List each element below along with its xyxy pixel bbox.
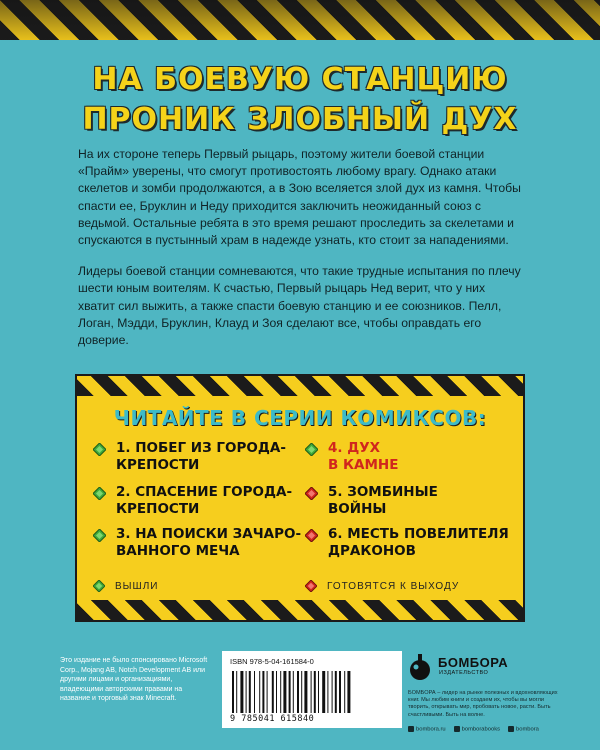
green-gem-icon	[93, 529, 106, 542]
legend-upcoming	[305, 580, 459, 592]
headline-line-1: НА БОЕВУЮ СТАНЦИЮ	[92, 62, 508, 97]
legend-released-label: ВЫШЛИ	[115, 580, 159, 592]
book-item-6	[305, 526, 509, 560]
blurb-paragraph-1: На их стороне теперь Первый рыцарь, поэтому жители боевой станции «Прайм» уверены, что смогут противостоять любому врагу. Однако атаки скелетов и зомби продолжаются, а в Зою вселяется злой дух из камня. Чтобы спасти ее, Бруклин и Неду приходится заключить неожиданный союз с ведьмой. Остальные ребята в это время решают проследить за скелетами и спускаются в пустынный храм в надежде узнать, кто стоит за нападениями.	[78, 147, 521, 248]
vk-icon	[454, 726, 460, 732]
green-gem-icon	[305, 443, 318, 456]
disclaimer: Это издание не было спонсировано Microsoft Corp., Mojang AB, Notch Development AB или другими лицами и организациями, владеющими авторскими правами на название и торговый знак Minecraft.	[60, 657, 208, 702]
publisher-name: БОМБОРА	[438, 655, 509, 670]
book-item-5	[305, 484, 438, 518]
book-item-3	[93, 526, 301, 560]
book-item-2	[93, 484, 292, 518]
book-item-1	[93, 440, 286, 474]
publisher-sub: ИЗДАТЕЛЬСТВО	[439, 670, 489, 676]
series-box	[75, 374, 525, 622]
red-gem-icon	[305, 580, 317, 592]
isbn: ISBN 978-5-04-161584-0	[230, 657, 314, 666]
green-gem-icon	[93, 443, 106, 456]
book-title-3: 3. НА ПОИСКИ ЗАЧАРО- ВАННОГО МЕЧА	[116, 526, 302, 559]
publisher-logo	[408, 650, 528, 684]
social-handle: bombora	[508, 726, 539, 733]
book-title-1: 1. ПОБЕГ ИЗ ГОРОДА- КРЕПОСТИ	[116, 440, 286, 473]
legend-released	[93, 580, 158, 592]
headline-line-2: ПРОНИК ЗЛОБНЫЙ ДУХ	[82, 102, 518, 137]
green-gem-icon	[93, 580, 105, 592]
barcode-digits: 9 785041 615840	[230, 714, 315, 724]
hazard-stripe-box-top	[77, 376, 523, 396]
social-site: bombora.ru	[408, 726, 446, 733]
green-gem-icon	[93, 487, 106, 500]
hazard-stripe-box-bottom	[77, 600, 523, 620]
footer	[0, 636, 600, 750]
social-books: bomborabooks	[454, 726, 500, 733]
legend-upcoming-label: ГОТОВЯТСЯ К ВЫХОДУ	[327, 580, 460, 592]
series-title: ЧИТАЙТЕ В СЕРИИ КОМИКСОВ:	[113, 406, 487, 430]
blurb-paragraph-2: Лидеры боевой станции сомневаются, что такие трудные испытания по плечу шести юным воителям. К счастью, Первый рыцарь Нед верит, что у них хватит сил выжить, а также спасти боевую станцию и ее союзников. Пелл, Логан, Мэдди, Бруклин, Клауд и Зоя сделают все, чтобы оправдать его доверие.	[78, 264, 521, 348]
red-gem-icon	[305, 529, 318, 542]
headline	[0, 60, 600, 140]
telegram-icon	[508, 726, 514, 732]
globe-icon	[408, 726, 414, 732]
book-title-2: 2. СПАСЕНИЕ ГОРОДА- КРЕПОСТИ	[116, 484, 293, 517]
book-item-4	[305, 440, 398, 474]
publisher-text: БОМБОРА – лидер на рынке полезных и вдохновляющих книг. Мы любим книги и создаем их, чтобы вы могли творить, открывать мир, пробовать новое, расти. Быть счастливыми. Быть на волне.	[408, 690, 558, 718]
book-title-4: 4. ДУХ В КАМНЕ	[328, 440, 399, 473]
book-title-5: 5. ЗОМБИНЫЕ ВОЙНЫ	[328, 484, 438, 517]
barcode	[230, 671, 394, 713]
book-title-6: 6. МЕСТЬ ПОВЕЛИТЕЛЯ ДРАКОНОВ	[328, 526, 509, 559]
social-links	[408, 726, 539, 733]
red-gem-icon	[305, 487, 318, 500]
barcode-card	[222, 651, 402, 728]
blurb	[78, 146, 523, 363]
hazard-stripe-top	[0, 0, 600, 40]
bombora-logo-icon	[408, 652, 432, 682]
